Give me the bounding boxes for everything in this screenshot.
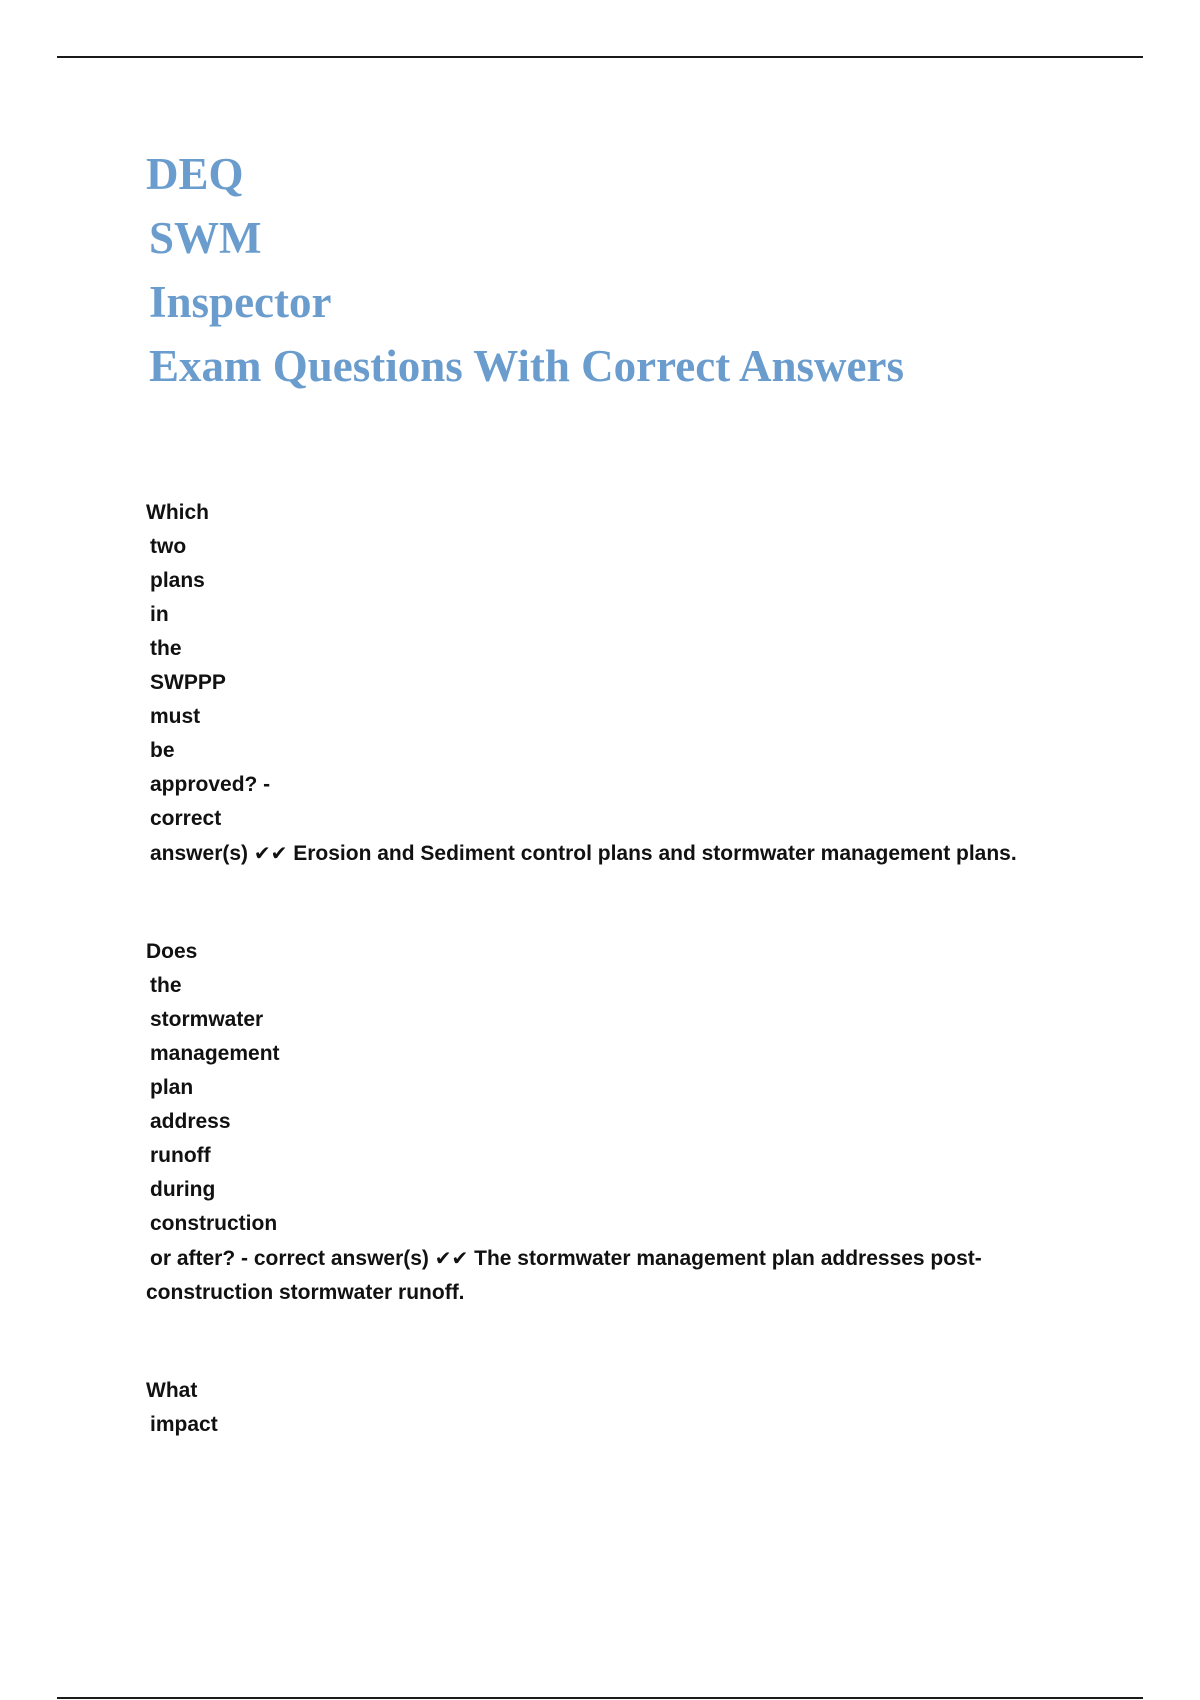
question-word: management xyxy=(150,1042,280,1065)
answer-text: Erosion and Sediment control plans and stormwater management plans. xyxy=(287,842,1017,865)
question-word: in xyxy=(150,603,169,626)
answer-text: The stormwater management plan addresses post- xyxy=(468,1247,982,1270)
question-word: address xyxy=(150,1110,231,1133)
title-line: Inspector xyxy=(149,277,332,327)
footer-rule xyxy=(57,1697,1143,1699)
question-word: the xyxy=(150,637,182,660)
question-answer-block xyxy=(146,496,1017,871)
document-title xyxy=(146,142,904,398)
question-word: runoff xyxy=(150,1144,211,1167)
question-answer-block xyxy=(146,935,982,1310)
question-word: during xyxy=(150,1178,216,1201)
answer-continuation: construction stormwater runoff. xyxy=(146,1281,465,1304)
question-word: must xyxy=(150,705,201,728)
question-word: plan xyxy=(150,1076,194,1099)
answer-line xyxy=(150,1241,982,1276)
question-word: Does xyxy=(146,940,198,963)
question-answer-block xyxy=(146,1374,218,1442)
checkmark-icon: ✔✔ xyxy=(253,841,288,865)
question-word: correct xyxy=(150,807,222,830)
question-word: be xyxy=(150,739,175,762)
title-line: DEQ xyxy=(146,149,244,199)
question-word: plans xyxy=(150,569,205,592)
question-word: stormwater xyxy=(150,1008,264,1031)
title-line: Exam Questions With Correct Answers xyxy=(149,341,905,391)
checkmark-icon: ✔✔ xyxy=(434,1246,469,1270)
question-word: construction xyxy=(150,1212,278,1235)
question-word: What xyxy=(146,1379,198,1402)
question-word: SWPPP xyxy=(150,671,226,694)
answer-line xyxy=(150,836,1017,871)
answer-prefix: or after? - correct answer(s) xyxy=(150,1247,435,1270)
question-word: impact xyxy=(150,1413,218,1436)
question-word: approved? - xyxy=(150,773,271,796)
title-line: SWM xyxy=(149,213,262,263)
header-rule xyxy=(57,56,1143,58)
question-word: the xyxy=(150,974,182,997)
question-word: Which xyxy=(146,501,209,524)
question-word: two xyxy=(150,535,187,558)
answer-prefix: answer(s) xyxy=(150,842,254,865)
